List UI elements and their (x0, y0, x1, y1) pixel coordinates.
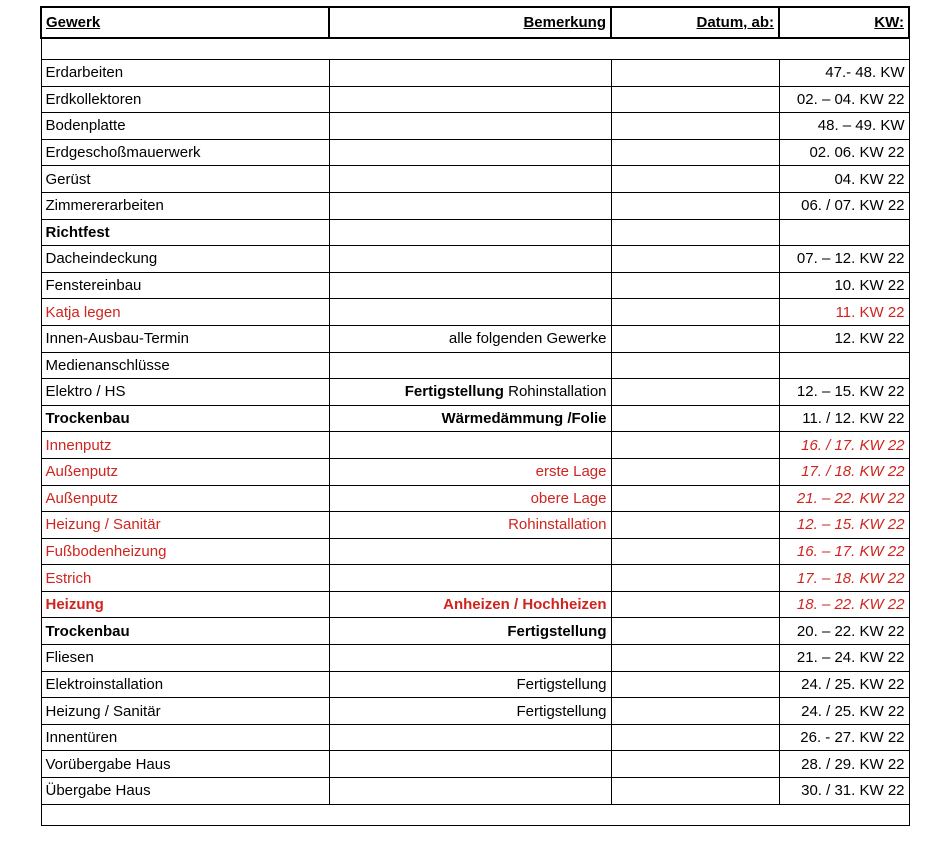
cell-datum (611, 671, 779, 698)
cell-bemerkung (329, 379, 611, 406)
spacer-cell (41, 38, 909, 60)
cell-gewerk: Trockenbau (41, 405, 329, 432)
cell-bemerkung (329, 432, 611, 459)
cell-gewerk: Katja legen (41, 299, 329, 326)
cell-datum (611, 60, 779, 87)
cell-gewerk: Bodenplatte (41, 113, 329, 140)
cell-bemerkung: obere Lage (329, 485, 611, 512)
cell-datum (611, 591, 779, 618)
cell-datum (611, 618, 779, 645)
cell-bemerkung (329, 60, 611, 87)
cell-gewerk: Heizung (41, 591, 329, 618)
table-row (41, 299, 909, 326)
cell-kw: 11. / 12. KW 22 (779, 405, 909, 432)
cell-gewerk: Heizung / Sanitär (41, 698, 329, 725)
table-row (41, 405, 909, 432)
cell-kw: 07. – 12. KW 22 (779, 246, 909, 273)
cell-datum (611, 219, 779, 246)
cell-bemerkung (329, 751, 611, 778)
spacer-cell (41, 804, 909, 825)
table-row (41, 698, 909, 725)
table-row (41, 113, 909, 140)
spacer-row (41, 38, 909, 60)
cell-gewerk: Übergabe Haus (41, 778, 329, 805)
table-row (41, 166, 909, 193)
bauzeitenplan-table (40, 6, 910, 826)
header-kw: KW: (779, 7, 909, 38)
table-row (41, 246, 909, 273)
cell-kw: 24. / 25. KW 22 (779, 671, 909, 698)
table-row (41, 751, 909, 778)
cell-bemerkung: alle folgenden Gewerke (329, 325, 611, 352)
cell-gewerk: Außenputz (41, 458, 329, 485)
cell-gewerk: Elektroinstallation (41, 671, 329, 698)
cell-kw: 17. / 18. KW 22 (779, 458, 909, 485)
cell-datum (611, 192, 779, 219)
cell-datum (611, 379, 779, 406)
cell-kw: 28. / 29. KW 22 (779, 751, 909, 778)
cell-bemerkung (329, 272, 611, 299)
cell-kw: 26. - 27. KW 22 (779, 724, 909, 751)
cell-kw: 48. – 49. KW (779, 113, 909, 140)
cell-datum (611, 458, 779, 485)
table-row (41, 565, 909, 592)
cell-gewerk: Estrich (41, 565, 329, 592)
table-row (41, 60, 909, 87)
cell-datum (611, 751, 779, 778)
cell-kw: 16. / 17. KW 22 (779, 432, 909, 459)
cell-datum (611, 724, 779, 751)
cell-bemerkung (329, 192, 611, 219)
table-row (41, 458, 909, 485)
cell-gewerk: Fenstereinbau (41, 272, 329, 299)
table-row (41, 778, 909, 805)
cell-gewerk: Innentüren (41, 724, 329, 751)
table-row (41, 724, 909, 751)
cell-kw (779, 352, 909, 379)
cell-datum (611, 538, 779, 565)
cell-kw: 10. KW 22 (779, 272, 909, 299)
header-bemerkung: Bemerkung (329, 7, 611, 38)
cell-gewerk: Fußbodenheizung (41, 538, 329, 565)
cell-datum (611, 139, 779, 166)
cell-datum (611, 166, 779, 193)
table-row (41, 512, 909, 539)
cell-bemerkung (329, 778, 611, 805)
cell-datum (611, 86, 779, 113)
header-gewerk: Gewerk (41, 7, 329, 38)
cell-bemerkung (329, 113, 611, 140)
cell-kw: 12. – 15. KW 22 (779, 379, 909, 406)
cell-datum (611, 512, 779, 539)
cell-gewerk: Innenputz (41, 432, 329, 459)
table-row (41, 485, 909, 512)
cell-gewerk: Außenputz (41, 485, 329, 512)
cell-kw: 24. / 25. KW 22 (779, 698, 909, 725)
cell-datum (611, 698, 779, 725)
cell-gewerk: Erdkollektoren (41, 86, 329, 113)
table-row (41, 591, 909, 618)
cell-bemerkung (329, 538, 611, 565)
cell-kw: 18. – 22. KW 22 (779, 591, 909, 618)
table-row (41, 325, 909, 352)
cell-bemerkung (329, 139, 611, 166)
cell-kw: 16. – 17. KW 22 (779, 538, 909, 565)
cell-gewerk: Innen-Ausbau-Termin (41, 325, 329, 352)
cell-bemerkung: Rohinstallation (329, 512, 611, 539)
cell-datum (611, 113, 779, 140)
cell-kw: 02. – 04. KW 22 (779, 86, 909, 113)
table-row (41, 379, 909, 406)
table-row (41, 671, 909, 698)
cell-datum (611, 246, 779, 273)
cell-bemerkung: erste Lage (329, 458, 611, 485)
cell-bemerkung (329, 724, 611, 751)
cell-bemerkung (329, 219, 611, 246)
cell-datum (611, 272, 779, 299)
cell-gewerk: Heizung / Sanitär (41, 512, 329, 539)
cell-kw: 47.- 48. KW (779, 60, 909, 87)
table-row (41, 538, 909, 565)
cell-bemerkung: Wärmedämmung /Folie (329, 405, 611, 432)
cell-kw: 17. – 18. KW 22 (779, 565, 909, 592)
cell-bemerkung: Anheizen / Hochheizen (329, 591, 611, 618)
schedule-sheet (40, 6, 908, 826)
cell-datum (611, 645, 779, 672)
cell-bemerkung (329, 246, 611, 273)
cell-bemerkung: Fertigstellung (329, 618, 611, 645)
cell-datum (611, 432, 779, 459)
cell-bemerkung: Fertigstellung (329, 671, 611, 698)
table-row (41, 645, 909, 672)
cell-bemerkung (329, 645, 611, 672)
table-row (41, 86, 909, 113)
cell-kw (779, 219, 909, 246)
cell-datum (611, 325, 779, 352)
cell-datum (611, 565, 779, 592)
cell-bemerkung-bold: Fertigstellung (404, 383, 504, 401)
cell-bemerkung (329, 166, 611, 193)
table-row (41, 272, 909, 299)
table-row (41, 352, 909, 379)
cell-kw: 21. – 22. KW 22 (779, 485, 909, 512)
cell-bemerkung (329, 299, 611, 326)
cell-gewerk: Zimmererarbeiten (41, 192, 329, 219)
cell-gewerk: Trockenbau (41, 618, 329, 645)
cell-kw: 12. KW 22 (779, 325, 909, 352)
spacer-row (41, 804, 909, 825)
cell-gewerk: Elektro / HS (41, 379, 329, 406)
cell-bemerkung (329, 352, 611, 379)
cell-datum (611, 405, 779, 432)
cell-gewerk: Vorübergabe Haus (41, 751, 329, 778)
cell-gewerk: Medienanschlüsse (41, 352, 329, 379)
cell-bemerkung: Fertigstellung (329, 698, 611, 725)
cell-kw: 30. / 31. KW 22 (779, 778, 909, 805)
header-row (41, 7, 909, 38)
cell-kw: 11. KW 22 (779, 299, 909, 326)
cell-bemerkung-text: Rohinstallation (503, 383, 607, 401)
cell-datum (611, 485, 779, 512)
cell-kw: 06. / 07. KW 22 (779, 192, 909, 219)
cell-gewerk: Gerüst (41, 166, 329, 193)
cell-bemerkung (329, 86, 611, 113)
cell-kw: 02. 06. KW 22 (779, 139, 909, 166)
cell-datum (611, 778, 779, 805)
cell-gewerk: Erdarbeiten (41, 60, 329, 87)
cell-gewerk: Richtfest (41, 219, 329, 246)
table-row (41, 219, 909, 246)
cell-gewerk: Erdgeschoßmauerwerk (41, 139, 329, 166)
cell-datum (611, 299, 779, 326)
cell-kw: 04. KW 22 (779, 166, 909, 193)
cell-datum (611, 352, 779, 379)
cell-gewerk: Dacheindeckung (41, 246, 329, 273)
table-row (41, 618, 909, 645)
table-row (41, 432, 909, 459)
table-row (41, 139, 909, 166)
cell-kw: 21. – 24. KW 22 (779, 645, 909, 672)
header-datum: Datum, ab: (611, 7, 779, 38)
cell-bemerkung (329, 565, 611, 592)
table-row (41, 192, 909, 219)
cell-gewerk: Fliesen (41, 645, 329, 672)
cell-kw: 12. – 15. KW 22 (779, 512, 909, 539)
cell-kw: 20. – 22. KW 22 (779, 618, 909, 645)
